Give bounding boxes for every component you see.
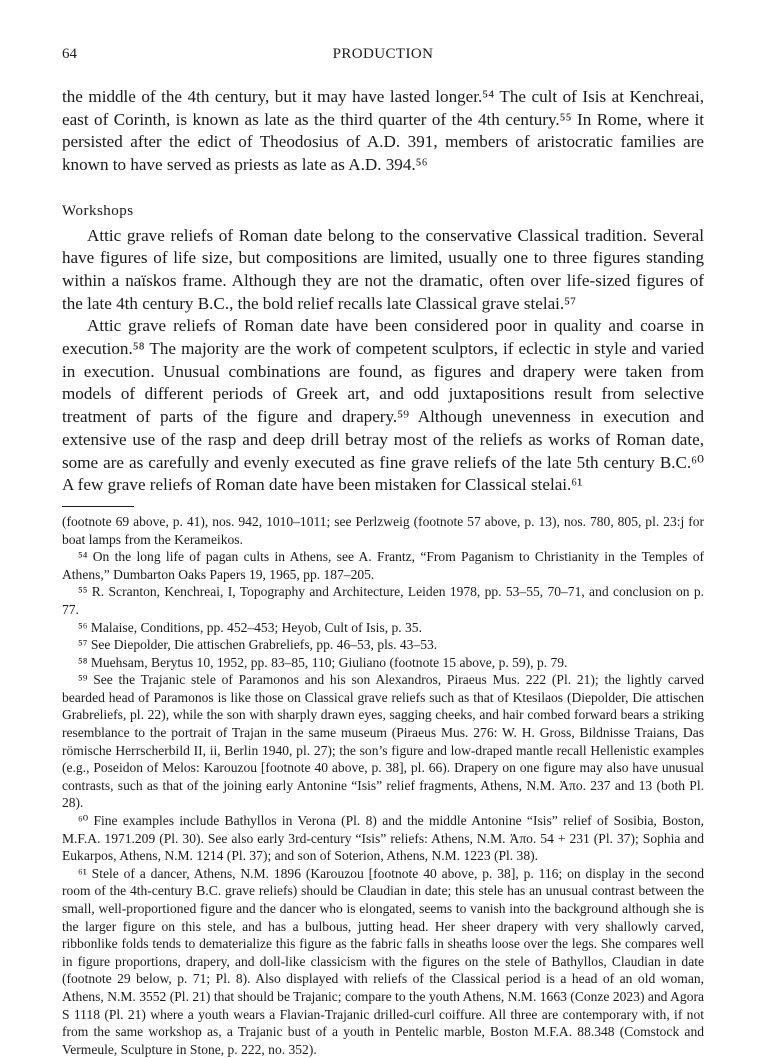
paragraph-1: the middle of the 4th century, but it may have lasted longer.⁵⁴ The cult of Isis at Kenchreai, east of Corinth, is known as late as the third quarter of the 4th century.⁵⁵ In Rome, where it persisted after the edict of Theodosius of A.D. 391, members of aristocratic families are known to have served as priests as late as A.D. 394.⁵⁶ bbox=[62, 87, 704, 175]
footnote-61: ⁶¹ Stele of a dancer, Athens, N.M. 1896 (Karouzou [footnote 40 above, p. 38], p. 116; on display in the second room of the 4th-century B.C. grave reliefs) should be Claudian in date; this stele has an unusual contrast between the small, well-proportioned figure and the dancer who is elongated, seems to vanish into the background although she is the larger figure on this stele, and has a bulbous, jutting head. Her sheer drapery with very shallowly carved, ribbonlike folds tends to dematerialize this figure as the fabric falls in sheaths loose over the legs. She compares well in figure proportions, drapery, and doll-like classicism with the figures on the stele of Bathyllos, Claudian in date (footnote 29 below, p. 71; Pl. 8). Also displayed with reliefs of the Classical period is a head of an old woman, Athens, N.M. 3552 (Pl. 21) that should be Trajanic; compare to the youth Athens, N.M. 1663 (Conze 2023) and Agora S 1118 (Pl. 21) where a youth wears a Flavian-Trajanic drilled-curl coiffure. All three are contemporary with, if not from the same workshop as, a Trajanic bust of a youth in Pentelic marble, Boston M.F.A. 88.348 (Comstock and Vermeule, Sculpture in Stone, p. 222, no. 352). bbox=[62, 865, 704, 1057]
paragraph-2: Attic grave reliefs of Roman date belong to the conservative Classical tradition. Several have figures of life size, but compositions are limited, usually one to three figures standing within a naïskos frame. Although they are not the dramatic, often over life-sized figures of the late 4th century B.C., the bold relief recalls late Classical grave stelai.⁵⁷ bbox=[62, 225, 704, 313]
footnote-56: ⁵⁶ Malaise, Conditions, pp. 452–453; Heyob, Cult of Isis, p. 35. bbox=[78, 619, 422, 635]
footnote-54: ⁵⁴ On the long life of pagan cults in Athens, see A. Frantz, “From Paganism to Christianity in the Temples of Athens,” Dumbarton Oaks Papers 19, 1965, pp. 187–205. bbox=[62, 549, 704, 582]
footnote-58: ⁵⁸ Muehsam, Berytus 10, 1952, pp. 83–85, 110; Giuliano (footnote 15 above, p. 59), p. 79. bbox=[78, 654, 568, 670]
footnote-57: ⁵⁷ See Diepolder, Die attischen Grabreliefs, pp. 46–53, pls. 43–53. bbox=[78, 637, 438, 653]
footnote-55: ⁵⁵ R. Scranton, Kenchreai, I, Topography and Architecture, Leiden 1978, pp. 53–55, 70–71, and conclusion on p. 77. bbox=[62, 584, 704, 617]
paragraph-3: Attic grave reliefs of Roman date have been considered poor in quality and coarse in execution.⁵⁸ The majority are the work of competent sculptors, if eclectic in style and varied in execution. Unusual combinations are found, as figures and drapery were taken from models of different periods of Greek art, and odd juxtapositions result from selective treatment of parts of the figure and drapery.⁵⁹ Although unevenness in execution and extensive use of the rasp and deep drill betray most of the reliefs as works of Roman date, some are as carefully and evenly executed as fine grave reliefs of the late 5th century B.C.⁶⁰ A few grave reliefs of Roman date have been mistaken for Classical stelai.⁶¹ bbox=[62, 316, 704, 495]
running-head: PRODUCTION bbox=[332, 46, 434, 62]
footnote-60: ⁶⁰ Fine examples include Bathyllos in Verona (Pl. 8) and the middle Antonine “Isis” relief of Sosibia, Boston, M.F.A. 1971.209 (Pl. 30). See also early 3rd-century “Isis” reliefs: Athens, N.M. Ἀπο. 54 + 231 (Pl. 37); Sophia and Eukarpos, Athens, N.M. 1214 (Pl. 37); and son of Soterion, Athens, N.M. 1223 (Pl. 38). bbox=[62, 813, 704, 864]
section-heading: Workshops bbox=[62, 202, 134, 219]
book-page bbox=[62, 46, 704, 1058]
footnote-59: ⁵⁹ See the Trajanic stele of Paramonos and his son Alexandros, Piraeus Mus. 222 (Pl. 21); the lightly carved bearded head of Paramonos is like those on Classical grave reliefs such as that of Ktesilaos (Diepolder, Die attischen Grabreliefs, pl. 22), while the son with sharply drawn eyes, sagging cheeks, and hair combed forward bears a striking resemblance to the portrait of Trajan in the same museum (Piraeus Mus. 276: W. H. Gross, Bildnisse Traians, Das römische Herrscherbild II, ii, Berlin 1940, pl. 27); the son’s figure and low-draped mantle recall Hellenistic examples (e.g., Poseidon of Melos: Karouzou [footnote 40 above, p. 38], pl. 66). Drapery on one figure may also have unusual contrasts, such as that of the joining early Antonine “Isis” relief fragments, Athens, N.M. Ἀπο. 237 and 13 (both Pl. 28). bbox=[62, 672, 704, 811]
page-header bbox=[62, 46, 704, 70]
footnotes bbox=[62, 513, 704, 1058]
footnote-continuation: (footnote 69 above, p. 41), nos. 942, 1010–1011; see Perlzweig (footnote 57 above, p. 13), nos. 780, 805, pl. 23:j for boat lamps from the Kerameikos. bbox=[62, 513, 704, 547]
page-number: 64 bbox=[62, 46, 77, 62]
footnote-rule bbox=[62, 506, 134, 507]
main-text bbox=[62, 86, 704, 497]
